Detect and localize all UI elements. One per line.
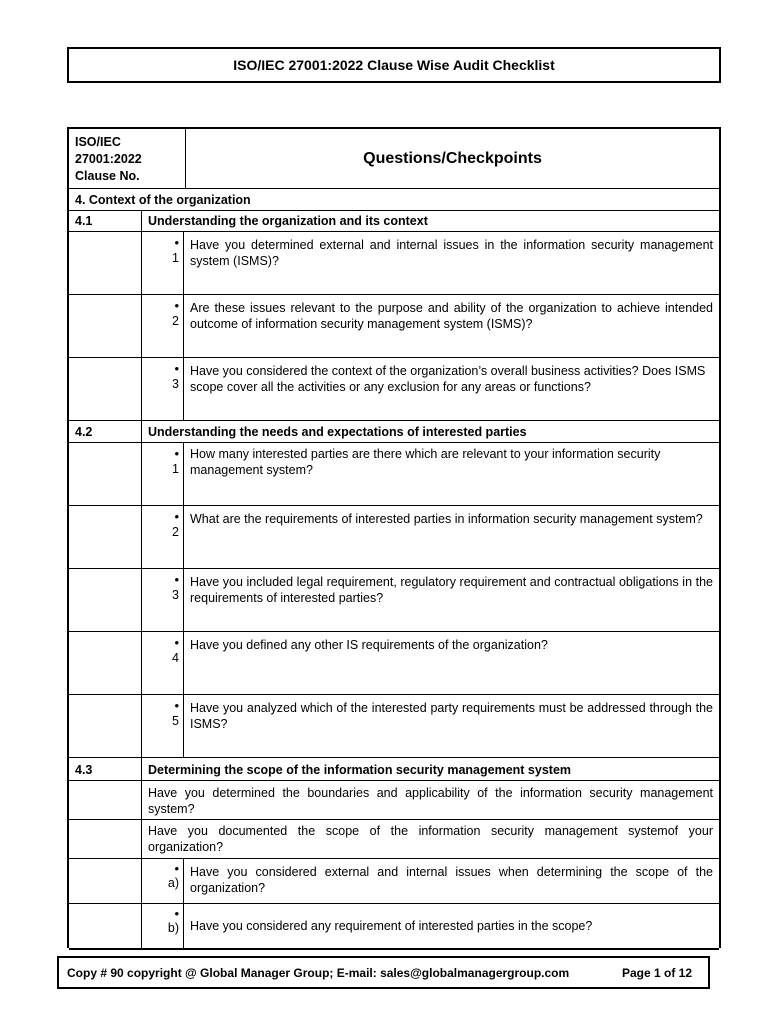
section-row	[69, 189, 719, 211]
clause-number: 4.1	[75, 214, 93, 228]
question-text: Have you considered external and internal issues when determining the scope of the organization?	[183, 859, 719, 903]
checklist-item	[69, 781, 719, 820]
question-text: Have you considered any requirement of interested parties in the scope?	[183, 904, 719, 948]
item-index: 3	[172, 377, 179, 391]
checklist-item	[69, 295, 719, 358]
clause-title: Determining the scope of the information security management system	[141, 758, 719, 780]
bullet: •	[174, 906, 179, 921]
question-text: Have you determined the boundaries and applicability of the information security management system?	[141, 781, 719, 819]
checklist-item	[69, 820, 719, 859]
table-header-row	[69, 129, 719, 189]
item-marker	[141, 232, 183, 294]
question-text: Are these issues relevant to the purpose and ability of the organization to achieve intended outcome of information security management system (ISMS)?	[183, 295, 719, 357]
item-marker	[141, 358, 183, 420]
page-title: ISO/IEC 27001:2022 Clause Wise Audit Checklist	[67, 47, 721, 83]
question-text: Have you documented the scope of the information security management systemof your organization?	[141, 820, 719, 858]
clause-blank-cell	[69, 820, 141, 858]
audit-checklist-table	[67, 127, 721, 948]
page-footer	[57, 956, 710, 989]
bullet: •	[174, 572, 179, 587]
checklist-item	[69, 443, 719, 506]
item-marker	[141, 569, 183, 631]
checklist-item	[69, 506, 719, 569]
item-index: a)	[167, 876, 179, 890]
clause-blank-cell	[69, 904, 141, 948]
clause-title: Understanding the needs and expectations of interested parties	[141, 421, 719, 442]
question-text: Have you defined any other IS requirements of the organization?	[183, 632, 719, 694]
clause-row	[69, 421, 719, 443]
clause-blank-cell	[69, 569, 141, 631]
clause-blank-cell	[69, 859, 141, 903]
item-marker	[141, 904, 183, 948]
question-text: Have you determined external and internal issues in the information security management system (ISMS)?	[183, 232, 719, 294]
item-index: 3	[172, 588, 179, 602]
checklist-item	[69, 358, 719, 421]
clause-row	[69, 211, 719, 232]
item-marker	[141, 632, 183, 694]
clause-blank-cell	[69, 443, 141, 505]
question-text: How many interested parties are there which are relevant to your information security management system?	[183, 443, 719, 505]
clause-blank-cell	[69, 232, 141, 294]
checklist-item	[69, 904, 719, 950]
bullet: •	[174, 635, 179, 650]
bullet: •	[174, 446, 179, 461]
item-marker	[141, 695, 183, 757]
bullet: •	[174, 235, 179, 250]
clause-number: 4.2	[75, 425, 93, 439]
item-marker	[141, 506, 183, 568]
item-index: b)	[167, 921, 179, 935]
checklist-item	[69, 859, 719, 904]
clause-blank-cell	[69, 506, 141, 568]
checklist-item	[69, 695, 719, 758]
item-marker	[141, 295, 183, 357]
item-index: 2	[172, 314, 179, 328]
checklist-item	[69, 232, 719, 295]
clause-blank-cell	[69, 781, 141, 819]
bullet: •	[174, 298, 179, 313]
question-text: Have you considered the context of the organization’s overall business activities? Does ISMS scope cover all the activities or any exclusion for any areas or functions?	[183, 358, 719, 420]
questions-header: Questions/Checkpoints	[185, 129, 719, 188]
bullet: •	[174, 698, 179, 713]
header-line: ISO/IEC	[75, 135, 121, 149]
question-text: Have you included legal requirement, regulatory requirement and contractual obligations in the requirements of interested parties?	[183, 569, 719, 631]
clause-blank-cell	[69, 695, 141, 757]
clause-blank-cell	[69, 295, 141, 357]
question-text: Have you analyzed which of the interested party requirements must be addressed through the ISMS?	[183, 695, 719, 757]
item-index: 2	[172, 525, 179, 539]
checklist-item	[69, 632, 719, 695]
page-number: Page 1 of 12	[621, 965, 692, 980]
copyright-text: Copy # 90 copyright @ Global Manager Group; E-mail: sales@globalmanagergroup.com	[67, 965, 570, 980]
bullet: •	[174, 861, 179, 876]
item-marker	[141, 859, 183, 903]
bullet: •	[174, 509, 179, 524]
item-index: 1	[172, 251, 179, 265]
clause-number-header	[69, 129, 185, 188]
section-title: 4. Context of the organization	[75, 193, 251, 207]
item-index: 5	[172, 714, 179, 728]
item-marker	[141, 443, 183, 505]
clause-row	[69, 758, 719, 781]
clause-blank-cell	[69, 358, 141, 420]
clause-number: 4.3	[75, 763, 93, 777]
clause-blank-cell	[69, 632, 141, 694]
item-index: 4	[172, 651, 179, 665]
item-index: 1	[172, 462, 179, 476]
header-line: 27001:2022	[75, 152, 142, 166]
checklist-item	[69, 569, 719, 632]
clause-title: Understanding the organization and its context	[141, 211, 719, 231]
bullet: •	[174, 361, 179, 376]
question-text: What are the requirements of interested parties in information security management system?	[183, 506, 719, 568]
header-line: Clause No.	[75, 169, 140, 183]
